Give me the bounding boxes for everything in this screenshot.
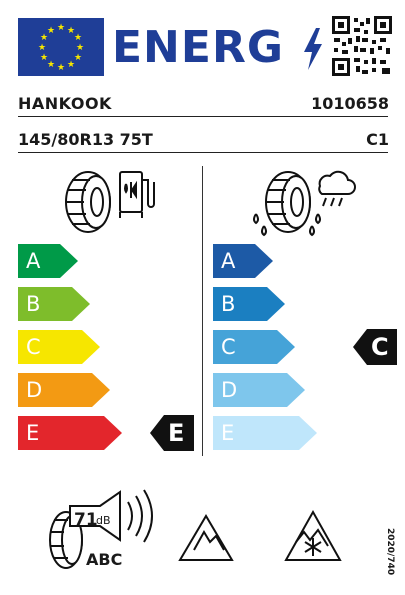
wet-grip-icon <box>248 166 358 242</box>
column-divider <box>202 166 203 456</box>
regulation-number-box <box>383 528 397 578</box>
svg-text:★: ★ <box>46 26 56 36</box>
wet-bar-label: C <box>221 335 236 359</box>
noise-unit: dB <box>96 514 111 527</box>
svg-text:★: ★ <box>73 53 83 63</box>
divider-line <box>18 152 388 153</box>
svg-text:★: ★ <box>39 33 49 43</box>
brand-name: HANKOOK <box>18 94 112 113</box>
divider-line <box>18 116 388 117</box>
eu-flag <box>18 18 104 76</box>
svg-text:★: ★ <box>39 53 49 63</box>
svg-text:★: ★ <box>37 43 47 53</box>
tyre-size: 145/80R13 75T <box>18 130 153 149</box>
svg-text:★: ★ <box>56 23 66 33</box>
wet-bar-label: E <box>221 421 235 445</box>
noise-value: 71 <box>74 510 98 530</box>
energy-heading <box>112 20 322 76</box>
noise-class: ABC <box>86 550 123 569</box>
wet-bar-label: D <box>221 378 238 402</box>
qr-code[interactable] <box>332 16 392 76</box>
svg-text:★: ★ <box>66 26 76 36</box>
svg-text:★: ★ <box>56 63 66 73</box>
tyre-class: C1 <box>366 130 389 149</box>
fuel-rating-marker <box>150 415 194 451</box>
product-code: 1010658 <box>311 94 389 113</box>
wet-bar-label: A <box>221 249 236 273</box>
regulation-number: 2020/740 <box>385 528 395 576</box>
external-noise-icon <box>42 484 162 574</box>
snowflake-icon <box>282 508 344 568</box>
energy-title: ENERG <box>112 22 284 73</box>
wet-grip-rating-letter: C <box>371 333 389 361</box>
mountain-icon <box>176 512 236 568</box>
wet-bar-label: B <box>221 292 236 316</box>
fuel-bar-label: A <box>26 249 41 273</box>
svg-text:★: ★ <box>66 60 76 70</box>
svg-text:★: ★ <box>75 43 85 53</box>
fuel-bar-label: B <box>26 292 41 316</box>
wet-grip-rating-marker <box>353 329 397 365</box>
fuel-efficiency-icon <box>60 166 156 240</box>
fuel-bar-label: C <box>26 335 41 359</box>
fuel-rating-letter: E <box>168 419 185 447</box>
lightning-icon <box>302 28 324 70</box>
fuel-bar-label: E <box>26 421 40 445</box>
fuel-bar-label: D <box>26 378 43 402</box>
svg-text:★: ★ <box>73 33 83 43</box>
svg-text:★: ★ <box>46 60 56 70</box>
